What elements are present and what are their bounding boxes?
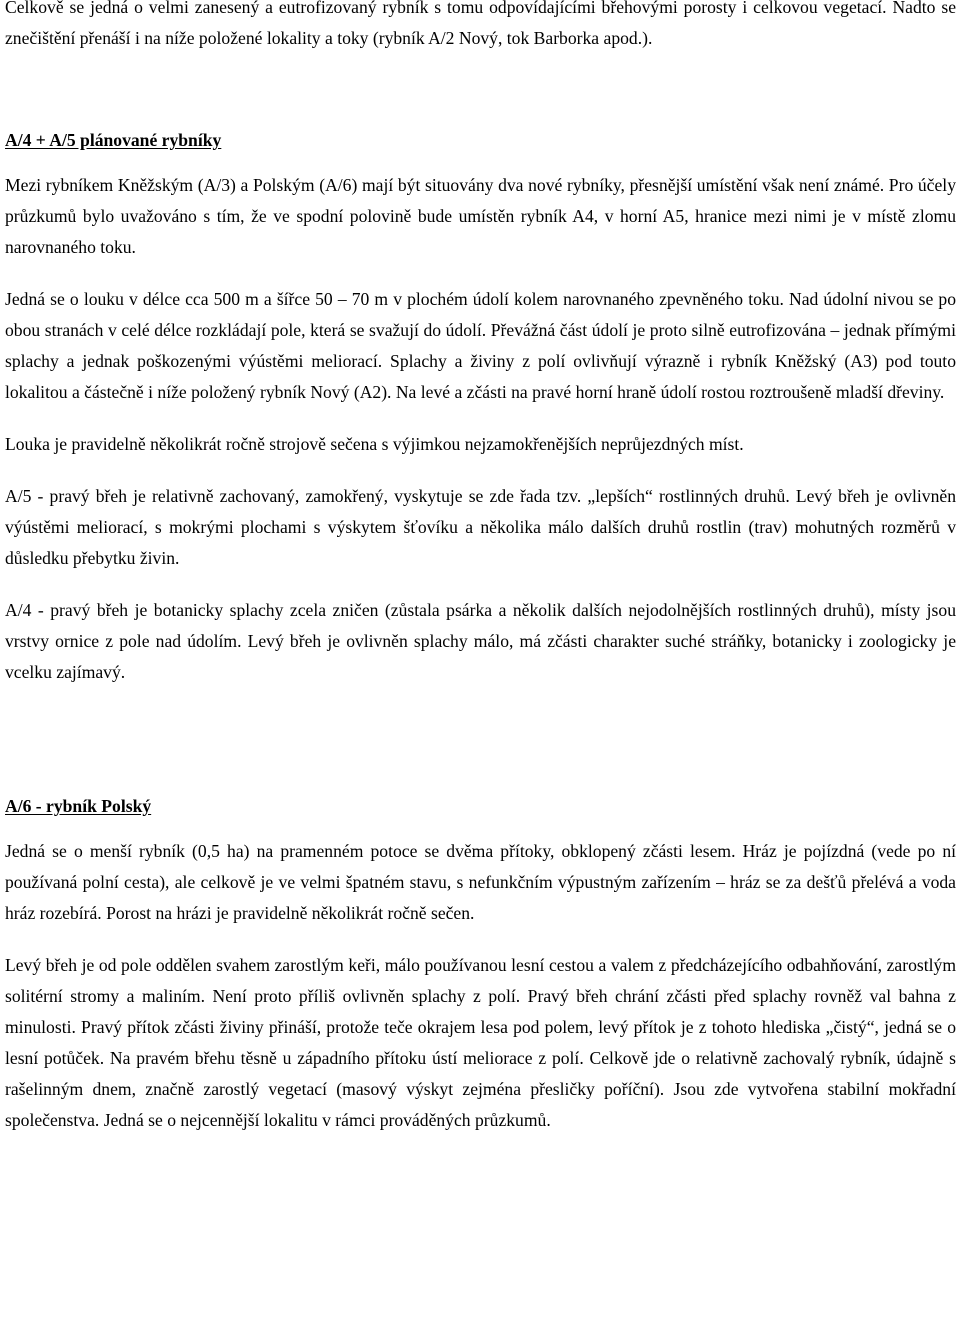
paragraph: Mezi rybníkem Kněžským (A/3) a Polským (A/6) mají být situovány dva nové rybníky, přesnější umístění však není známé. Pro účely průzkumů bylo uvažováno s tím, že ve spodní polovině bude umístěn rybník A4, v horní A5, hranice mezi nimi je v místě zlomu narovnaného toku. bbox=[5, 175, 956, 257]
paragraph: Levý břeh je od pole oddělen svahem zarostlým keři, málo používanou lesní cestou a valem z předcházejícího odbahňování, zarostlým solitérní stromy a maliním. Není proto příliš ovlivněn splachy z polí. Pravý břeh chrání zčásti před splachy rovněž val bahna z minulosti. Pravý přítok zčásti živiny přináší, protože teče okrajem lesa pod polem, levý přítok je z tohoto hlediska „čistý“, jedná se o lesní potůček. Na pravém břehu těsně u západního přítoku ústí meliorace z polí. Celkově jde o relativně zachovalý rybník, údajně s rašelinným dnem, značně zarostlý vegetací (masový výskyt zejména přesličky poříční). Jsou zde vytvořena stabilní mokřadní společenstva. Jedná se o nejcennější lokalitu v rámci prováděných průzkumů. bbox=[5, 955, 956, 1130]
document-page bbox=[5, 0, 956, 1136]
paragraph: Jedná se o menší rybník (0,5 ha) na pramenném potoce se dvěma přítoky, obklopený zčásti lesem. Hráz je pojízdná (vede po ní používaná polní cesta), ale celkově je ve velmi špatném stavu, s nefunkčním výpustným zařízením – hráz se za dešťů přelévá a voda hráz rozebírá. Porost na hrázi je pravidelně několikrát ročně sečen. bbox=[5, 841, 956, 923]
paragraph: Louka je pravidelně několikrát ročně strojově sečena s výjimkou nejzamokřenějších neprůjezdných míst. bbox=[5, 434, 744, 454]
intro-paragraph: Celkově se jedná o velmi zanesený a eutrofizovaný rybník s tomu odpovídajícími břehovými porosty i celkovou vegetací. Nadto se znečištění přenáší i na níže položené lokality a toky (rybník A/2 Nový, tok Barborka apod.). bbox=[5, 0, 956, 48]
paragraph: A/5 - pravý břeh je relativně zachovaný, zamokřený, vyskytuje se zde řada tzv. „lepších“ rostlinných druhů. Levý břeh je ovlivněn výústěmi meliorací, s mokrými plochami s výskytem šťovíku a několika málo dalších druhů rostlin (trav) mohutných rozměrů v důsledku přebytku živin. bbox=[5, 486, 956, 568]
paragraph: A/4 - pravý břeh je botanicky splachy zcela zničen (zůstala psárka a několik dalších nejodolnějších rostlinných druhů), místy jsou vrstvy ornice z pole nad údolím. Levý břeh je ovlivněn splachy málo, má zčásti charakter suché stráňky, botanicky i zoologicky je vcelku zajímavý. bbox=[5, 600, 956, 682]
section-heading-a4-a5: A/4 + A/5 plánované rybníky bbox=[5, 130, 222, 150]
paragraph: Jedná se o louku v délce cca 500 m a šířce 50 – 70 m v plochém údolí kolem narovnaného zpevněného toku. Nad údolní nivou se po obou stranách v celé délce rozkládají pole, která se svažují do údolí. Převážná část údolí je proto silně eutrofizována – jednak přímými splachy a jednak poškozenými výústěmi meliorací. Splachy a živiny z polí ovlivňují výrazně i rybník Kněžský (A3) pod touto lokalitou a částečně i níže položený rybník Nový (A2). Na levé a zčásti na pravé horní hraně údolí rostou roztroušeně mladší dřeviny. bbox=[5, 289, 956, 402]
section-heading-a6: A/6 - rybník Polský bbox=[5, 796, 152, 816]
